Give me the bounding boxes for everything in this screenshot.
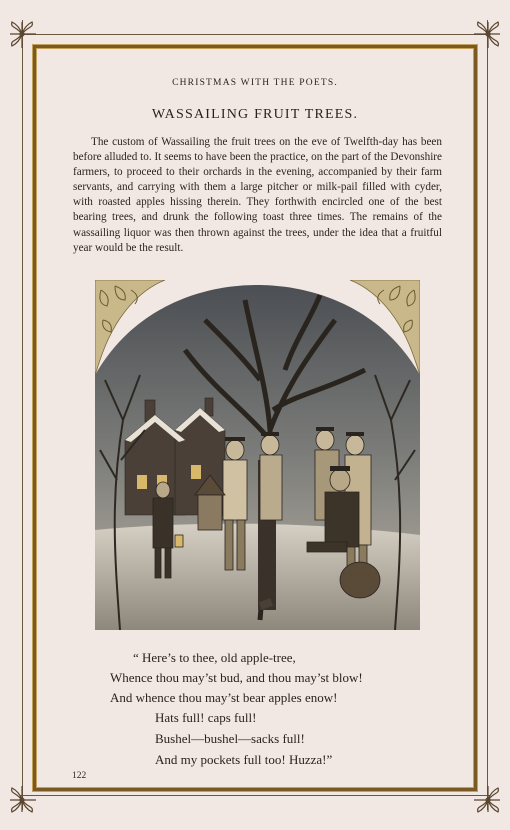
body-paragraph: The custom of Wassailing the fruit trees on the eve of Twelfth-day has been before alluded to. It seems to have been the practice, on the part of the Devonshire farmers, to proceed to their orchards in the evening, accompanied by their farm servants, and carrying with them a large pitcher or milk-pail filled with cyder, with roasted apples hissing therein. They forthwith encircled one of the best bearing trees, and drunk the following toast three times. The remains of the wassailing liquor was then thrown against the trees, under the idea that a fruitful year would be the result. bbox=[73, 136, 442, 254]
outer-rule-left bbox=[22, 20, 23, 810]
verse-line: Whence thou may’st bud, and thou may’st blow! bbox=[110, 670, 363, 685]
verse-line: “ Here’s to thee, old apple-tree, bbox=[133, 650, 296, 665]
page-number: 122 bbox=[72, 771, 87, 781]
wassailing-illustration bbox=[95, 280, 420, 630]
outer-rule-right bbox=[487, 20, 488, 810]
verse-line: Bushel—bushel—sacks full! bbox=[155, 731, 305, 746]
verse-line: And whence thou may’st bear apples enow! bbox=[110, 690, 338, 705]
section-title: WASSAILING FRUIT TREES. bbox=[151, 107, 359, 122]
outer-rule-top bbox=[20, 34, 490, 35]
running-head: CHRISTMAS WITH THE POETS. bbox=[172, 78, 338, 88]
outer-rule-bottom bbox=[20, 795, 490, 796]
verse-line: Hats full! caps full! bbox=[155, 710, 257, 725]
verse-line: And my pockets full too! Huzza!” bbox=[155, 752, 333, 767]
